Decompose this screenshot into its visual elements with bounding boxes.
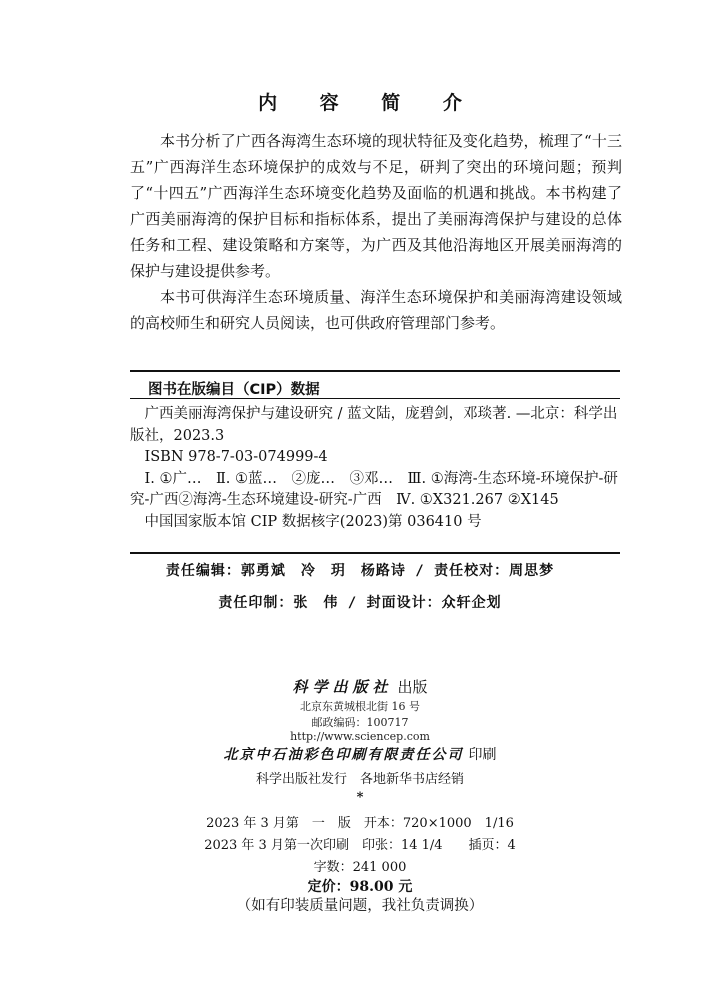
page-title: 内 容 简 介	[258, 92, 480, 114]
summary-section	[130, 128, 622, 336]
printer-suffix: 印刷	[468, 747, 497, 763]
publisher-url: http://www.sciencep.com	[290, 730, 430, 743]
cip-block	[130, 404, 620, 533]
publisher-address: 北京东黄城根北街 16 号	[300, 700, 420, 713]
printer-name: 北京中石油彩色印刷有限责任公司	[223, 747, 464, 763]
cip-check-number: 中国国家版本馆 CIP 数据核字(2023)第 036410 号	[144, 513, 482, 530]
quality-note: （如有印装质量问题，我社负责调换）	[236, 898, 484, 914]
cip-bottom-rule	[130, 552, 620, 554]
distribution-line: 科学出版社发行 各地新华书店经销	[255, 772, 464, 787]
edition-line: 2023 年 3 月第 一 版 开本：720×1000 1/16	[206, 816, 514, 831]
publisher-name: 科学出版社	[292, 678, 393, 696]
credits-production: 责任印制：张 伟 / 封面设计：众轩企划	[218, 595, 502, 611]
cip-isbn: ISBN 978-7-03-074999-4	[144, 449, 328, 465]
cip-heading: 图书在版编目（CIP）数据	[148, 382, 320, 398]
publisher-line	[0, 676, 720, 697]
cip-top-rule	[130, 370, 620, 372]
publisher-suffix: 出版	[397, 678, 428, 696]
printer-line	[0, 744, 720, 764]
summary-paragraph-2: 本书可供海洋生态环境质量、海洋生态环境保护和美丽海湾建设领域的高校师生和研究人员阅读，也可供政府管理部门参考。	[130, 288, 622, 332]
cip-classification: Ⅰ. ①广… Ⅱ. ①蓝… ②庞… ③邓… Ⅲ. ①海湾-生态环境-环境保护-研究-广西②海湾-生态环境建设-研究-广西 Ⅳ. ①X321.267 ②X145	[130, 470, 618, 508]
price: 定价：98.00 元	[307, 879, 413, 895]
word-count: 字数：241 000	[313, 860, 407, 875]
separator-star: *	[356, 790, 364, 805]
printing-line: 2023 年 3 月第一次印刷 印张：14 1/4 插页：4	[204, 838, 516, 853]
summary-paragraph-1: 本书分析了广西各海湾生态环境的现状特征及变化趋势，梳理了“十三五”广西海洋生态环境保护的成效与不足，研判了突出的环境问题；预判了“十四五”广西海洋生态环境变化趋势及面临的机遇和挑战。本书构建了广西美丽海湾的保护目标和指标体系，提出了美丽海湾保护与建设的总体任务和工程、建设策略和方案等，为广西及其他沿海地区开展美丽海湾的保护与建设提供参考。	[130, 132, 622, 280]
cip-heading-rule	[130, 398, 620, 399]
credits-editors: 责任编辑：郭勇斌 冷 玥 杨路诗 / 责任校对：周思梦	[165, 563, 555, 579]
publisher-postcode: 邮政编码：100717	[311, 716, 409, 729]
cip-bibliographic-line: 广西美丽海湾保护与建设研究 / 蓝文陆，庞碧剑，邓琰著. —北京：科学出版社，2023.3	[130, 406, 618, 444]
